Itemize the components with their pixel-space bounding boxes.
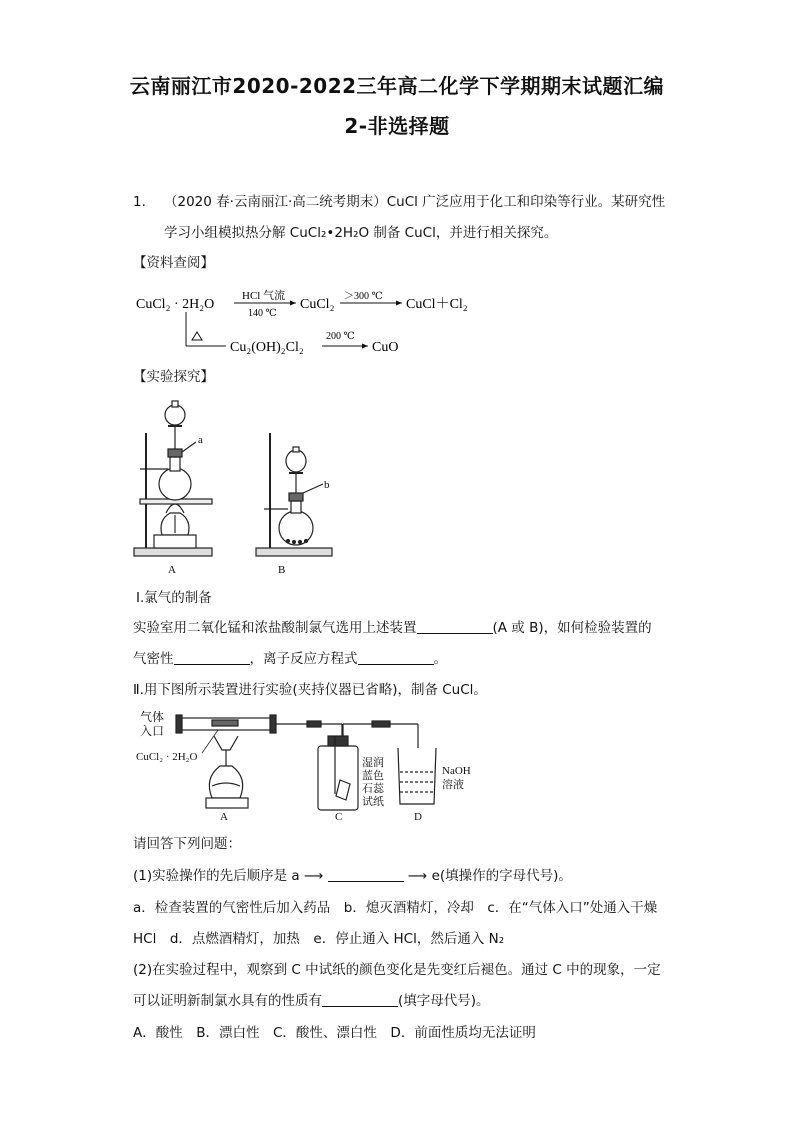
question-intro-line1: （2020 春·云南丽江·高二统考期末）CuCl 广泛应用于化工和印染等行业。某研究性 xyxy=(164,194,666,210)
part1-heading: Ⅰ.氯气的制备 xyxy=(136,590,212,606)
q2-line2-post: (填字母代号)。 xyxy=(398,993,490,1009)
reagent-label: CuCl₂ · 2H₂O xyxy=(136,751,198,763)
q1-options-line1: a．检查装置的气密性后加入药品 b．熄灭酒精灯，冷却 c．在“气体入口”处通入干燥 xyxy=(133,900,658,916)
q2-line2 xyxy=(133,991,490,1011)
questions-prompt: 请回答下列问题： xyxy=(133,836,241,852)
scheme-reactant: CuCl₂ · 2H₂O xyxy=(136,297,215,312)
q2-options: A．酸性 B．漂白性 C．酸性、漂白性 D．前面性质均无法证明 xyxy=(133,1025,536,1041)
scheme-condition-hcl: HCl 气流 xyxy=(242,290,286,302)
naoh-label-2: 溶液 xyxy=(442,779,464,791)
caption-apparatus-b: B xyxy=(278,564,286,576)
question-intro-line2: 学习小组模拟热分解 CuCl₂•2H₂O 制备 CuCl，并进行相关探究。 xyxy=(164,225,558,241)
scheme-condition-300: ＞300 ℃ xyxy=(344,291,383,302)
answer-blank-ionic-equation[interactable] xyxy=(358,650,434,665)
scheme-intermediate: Cu₂(OH)₂Cl₂ xyxy=(230,340,304,355)
apparatus-figure-acd xyxy=(132,708,492,826)
port-label-a: a xyxy=(198,434,203,446)
scheme-product-cuo: CuO xyxy=(372,340,399,355)
part1-line2-pre: 气密性 xyxy=(133,651,174,667)
reaction-scheme xyxy=(130,284,490,360)
naoh-label-1: NaOH xyxy=(442,765,471,777)
paper-label-4: 试纸 xyxy=(362,796,384,808)
scheme-condition-140: 140 ℃ xyxy=(248,308,277,319)
gas-inlet-label-1: 气体 xyxy=(140,710,165,724)
document-title-line2: 2-非选择题 xyxy=(344,114,450,138)
gas-inlet-label-2: 入口 xyxy=(140,724,165,738)
part1-line1-post: (A 或 B)，如何检验装置的 xyxy=(492,620,652,636)
caption-part-c: C xyxy=(335,811,343,823)
q1-line xyxy=(133,866,572,886)
arrow-icon: ⟶ xyxy=(403,868,432,884)
q2-line1: (2)在实验过程中，观察到 C 中试纸的颜色变化是先变红后褪色。通过 C 中的现象，一定 xyxy=(133,962,661,978)
scheme-condition-200: 200 ℃ xyxy=(326,331,355,342)
part1-line2 xyxy=(133,649,447,669)
document-title-line1: 云南丽江市2020-2022三年高二化学下学期期末试题汇编 xyxy=(129,74,665,98)
q1-options-line2: HCl d．点燃酒精灯，加热 e．停止通入 HCl，然后通入 N₂ xyxy=(133,931,505,947)
answer-blank-order[interactable] xyxy=(328,867,404,882)
apparatus-b xyxy=(256,433,332,576)
caption-part-a: A xyxy=(220,811,228,823)
q1-post: e(填操作的字母代号)。 xyxy=(431,868,572,884)
bottle-c xyxy=(318,746,358,810)
apparatus-figure-ab xyxy=(128,395,348,580)
beaker-d xyxy=(398,748,436,804)
answer-blank-airtightness[interactable] xyxy=(174,650,250,665)
section-reference-heading: 【资料查阅】 xyxy=(133,255,214,271)
part1-line2-post: 。 xyxy=(433,651,447,667)
answer-blank-apparatus[interactable] xyxy=(417,619,493,634)
caption-part-d: D xyxy=(414,811,422,823)
scheme-product-cucl2: CuCl₂ xyxy=(300,297,335,312)
part1-line1-pre: 实验室用二氧化锰和浓盐酸制氯气选用上述装置 xyxy=(133,620,417,636)
part1-line2-mid: ，离子反应方程式 xyxy=(249,651,358,667)
question-number: 1. xyxy=(133,194,146,210)
answer-blank-property[interactable] xyxy=(322,992,398,1007)
paper-label-2: 蓝色 xyxy=(362,770,384,782)
paper-label-3: 石蕊 xyxy=(362,783,384,795)
heat-triangle-icon xyxy=(192,332,202,340)
part1-line1 xyxy=(133,618,652,638)
section-experiment-heading: 【实验探究】 xyxy=(133,369,214,385)
q1-pre: (1)实验操作的先后顺序是 a xyxy=(133,868,300,884)
arrow-icon: ⟶ xyxy=(299,868,328,884)
scheme-product-cucl-cl2: CuCl＋Cl₂ xyxy=(406,297,468,312)
paper-label-1: 湿润 xyxy=(362,757,384,769)
port-label-b: b xyxy=(324,479,330,491)
q2-line2-pre: 可以证明新制氯水具有的性质有 xyxy=(133,993,322,1009)
part2-heading: Ⅱ.用下图所示装置进行实验(夹持仪器已省略)，制备 CuCl。 xyxy=(133,682,487,698)
apparatus-a xyxy=(134,401,212,576)
caption-apparatus-a: A xyxy=(168,564,176,576)
